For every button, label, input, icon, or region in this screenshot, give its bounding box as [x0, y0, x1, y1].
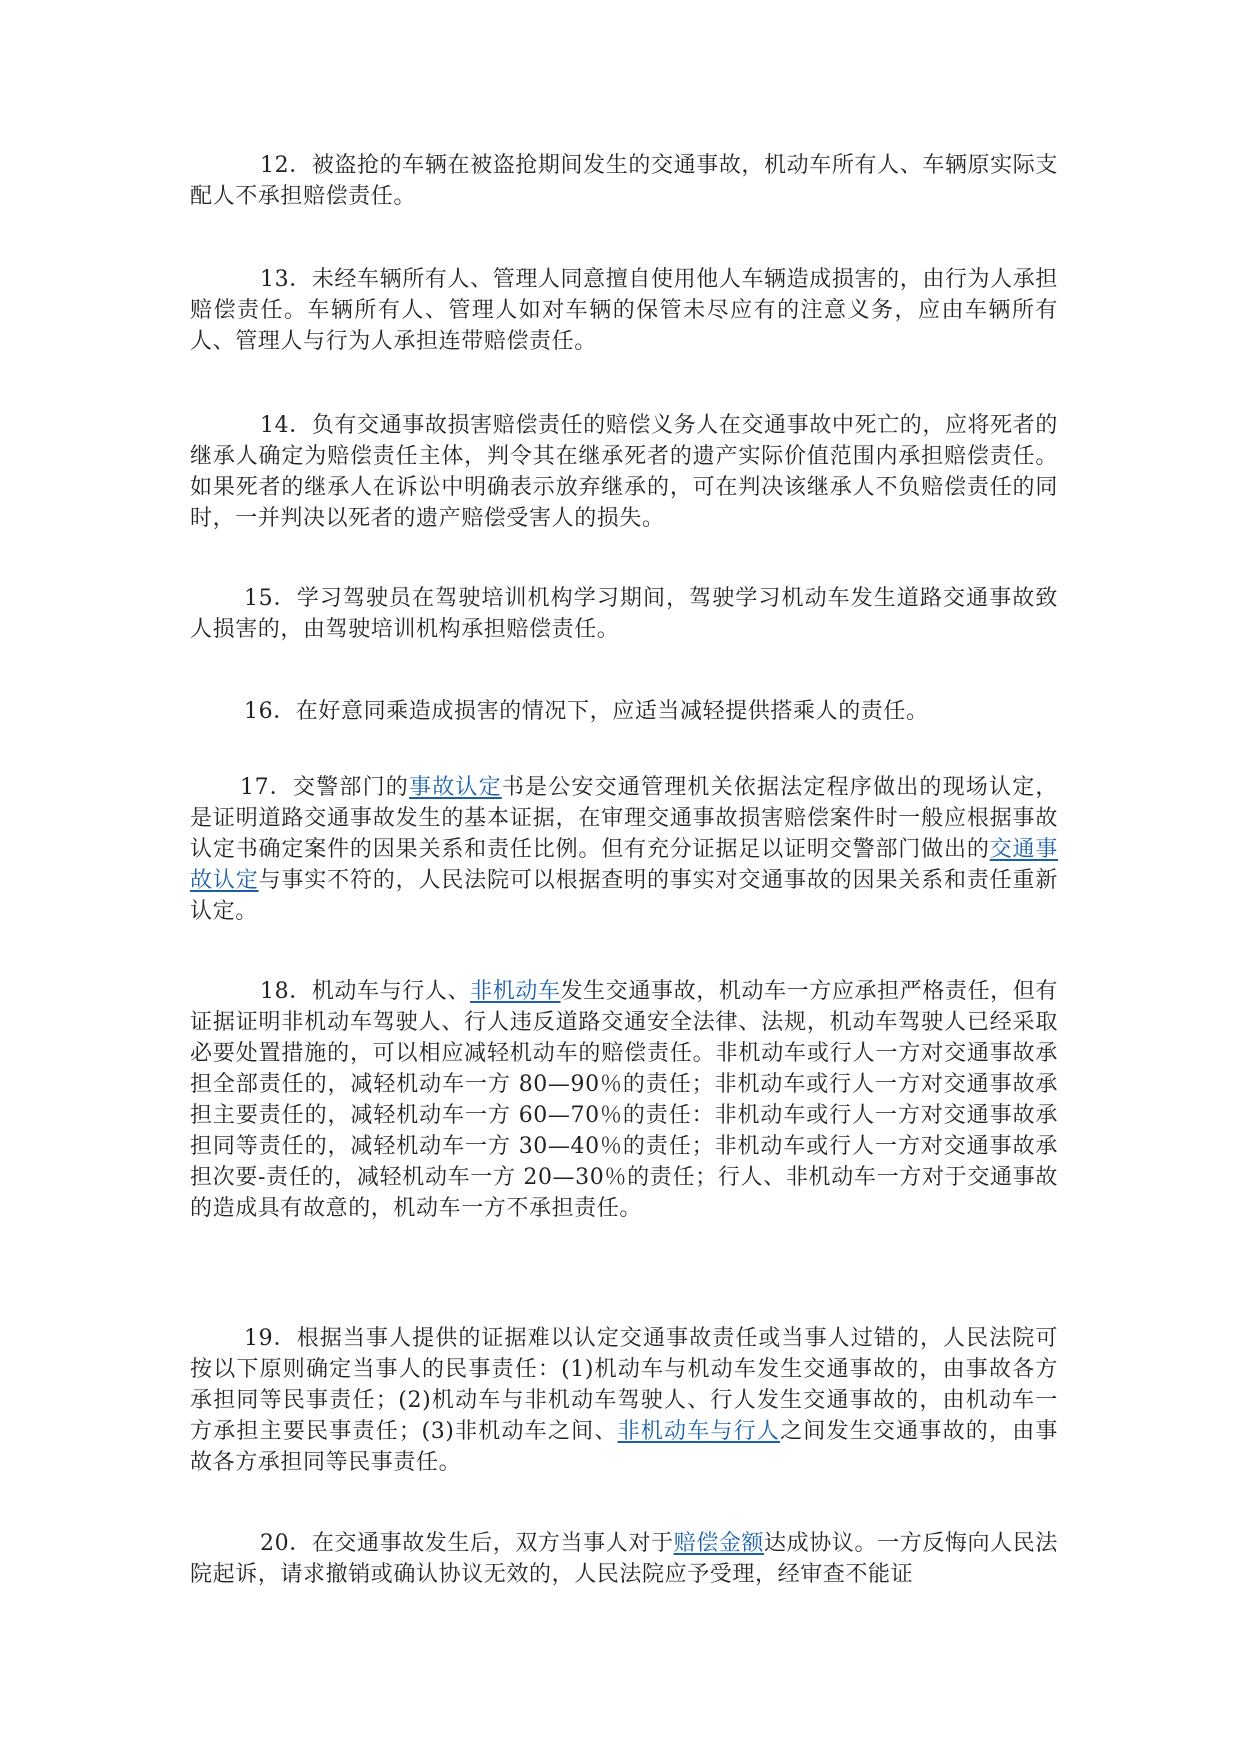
paragraph-13 [190, 264, 1058, 357]
paragraph-18 [190, 976, 1058, 1224]
paragraph-17-text-2: 书是公安交通管理机关依据法定程序做出的现场认定，是证明道路交通事故发生的基本证据，在审理交通事故损害赔偿案件时一般应根据事故认定书确定案件的因果关系和责任比例。但有充分证据足以证明交警部门做出的 [190, 775, 1059, 862]
link-non-motor-vehicle[interactable]: 非机动车 [470, 979, 561, 1004]
paragraph-12-text: 12．被盗抢的车辆在被盗抢期间发生的交通事故，机动车所有人、车辆原实际支配人不承担赔偿责任。 [190, 153, 1058, 209]
paragraph-20 [190, 1528, 1058, 1590]
paragraph-14-text: 14．负有交通事故损害赔偿责任的赔偿义务人在交通事故中死亡的，应将死者的继承人确定为赔偿责任主体，判令其在继承死者的遗产实际价值范围内承担赔偿责任。如果死者的继承人在诉讼中明确表示放弃继承的，可在判决该继承人不负赔偿责任的同时，一并判决以死者的遗产赔偿受害人的损失。 [190, 413, 1058, 531]
paragraph-16 [190, 696, 1058, 727]
paragraph-17 [190, 772, 1058, 927]
paragraph-18-text-2: 发生交通事故，机动车一方应承担严格责任，但有证据证明非机动车驾驶人、行人违反道路交通安全法律、法规，机动车驾驶人已经采取必要处置措施的，可以相应减轻机动车的赔偿责任。非机动车或行人一方对交通事故承担全部责任的，减轻机动车一方 80—90％的责任；非机动车或行人一方对交通事故承担主要责任的，减轻机动车一方 60—70％的责任：非机动车或行人一方对交通事故承担同等责任的，减轻机动车一方 30—40％的责任；非机动车或行人一方对交通事故承担次要-责任的，减轻机动车一方 20—30％的责任；行人、非机动车一方对于交通事故的造成具有故意的，机动车一方不承担责任。 [190, 979, 1059, 1221]
paragraph-20-text-1: 20．在交通事故发生后，双方当事人对于 [260, 1531, 674, 1556]
paragraph-18-text-1: 18．机动车与行人、 [260, 979, 471, 1004]
paragraph-13-text: 13．未经车辆所有人、管理人同意擅自使用他人车辆造成损害的，由行为人承担赔偿责任。车辆所有人、管理人如对车辆的保管未尽应有的注意义务，应由车辆所有人、管理人与行为人承担连带赔偿责任。 [190, 267, 1058, 354]
paragraph-14 [190, 410, 1058, 534]
paragraph-19-text-1: 19．根据当事人提供的证据难以认定交通事故责任或当事人过错的，人民法院可按以下原则确定当事人的民事责任：(1)机动车与机动车发生交通事故的，由事故各方承担同等民事责任；(2)机动车与非机动车驾驶人、行人发生交通事故的，由机动车一方承担主要民事责任；(3)非机动车之间、 [190, 1326, 1058, 1444]
paragraph-17-text-1: 17．交警部门的 [240, 775, 409, 800]
paragraph-20-text-2: 达成协议。一方反悔向人民法院起诉，请求撤销或确认协议无效的，人民法院应予受理，经审查不能证 [190, 1531, 1058, 1587]
paragraph-16-text: 16．在好意同乘造成损害的情况下，应适当减轻提供搭乘人的责任。 [244, 699, 929, 724]
paragraph-15 [190, 583, 1058, 645]
paragraph-19 [190, 1323, 1058, 1478]
paragraph-19-text-2: 之间发生交通事故的，由事故各方承担同等民事责任。 [190, 1419, 1059, 1475]
link-compensation-amount[interactable]: 赔偿金额 [673, 1531, 765, 1556]
paragraph-17-text-3: 与事实不符的，人民法院可以根据查明的事实对交通事故的因果关系和责任重新认定。 [190, 868, 1058, 924]
link-traffic-accident-determination[interactable]: 交通事故认定 [190, 837, 1058, 893]
link-non-motor-vehicle-and-pedestrian[interactable]: 非机动车与行人 [617, 1419, 781, 1444]
link-accident-determination[interactable]: 事故认定 [409, 775, 502, 800]
paragraph-15-text: 15．学习驾驶员在驾驶培训机构学习期间，驾驶学习机动车发生道路交通事故致人损害的，由驾驶培训机构承担赔偿责任。 [190, 586, 1058, 642]
paragraph-12 [190, 150, 1058, 212]
